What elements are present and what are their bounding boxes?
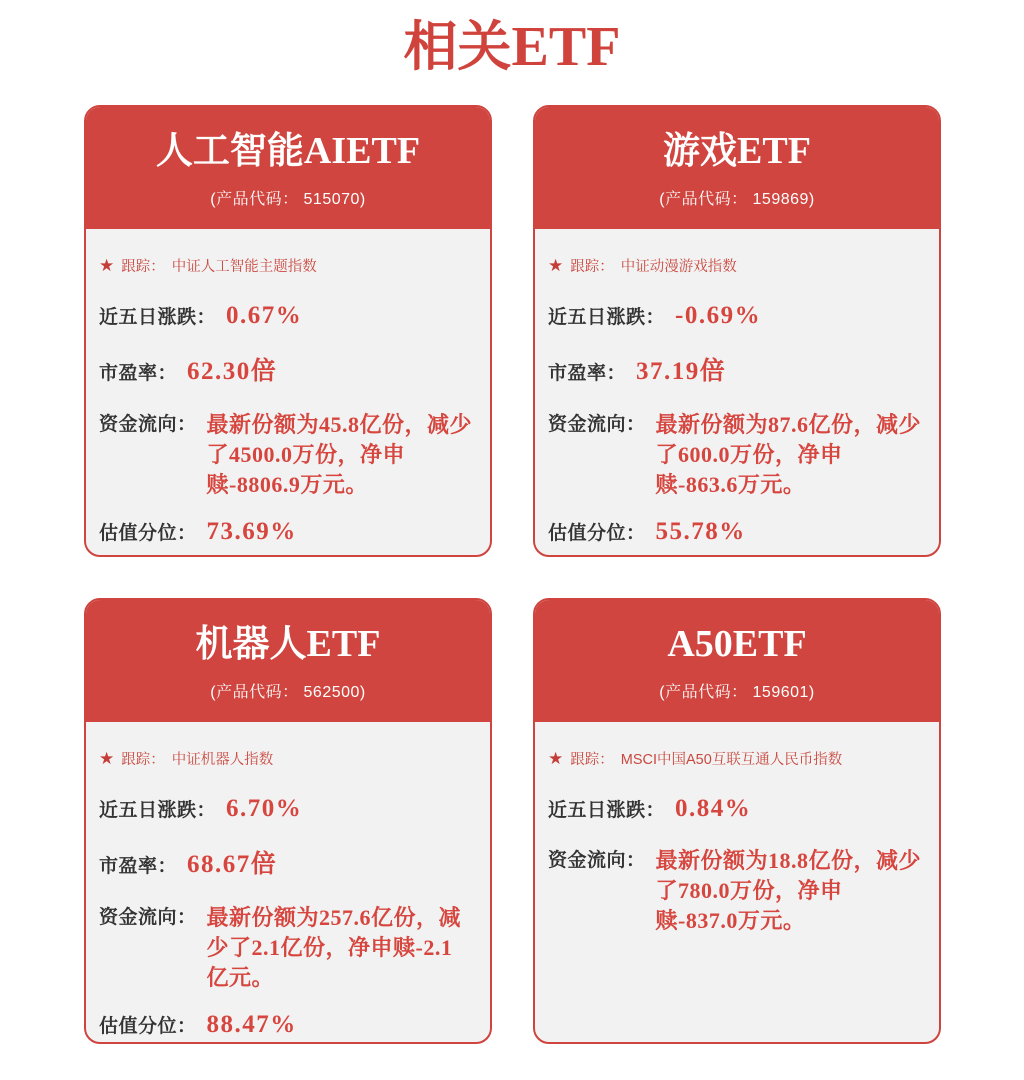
page-title-zh: 相关 (403, 17, 512, 77)
etf-name-latin: A50ETF (667, 623, 807, 666)
valuation-percentile-row (99, 1011, 474, 1039)
five-day-change-row (548, 795, 923, 823)
fund-flow-label: 资金流向： (99, 414, 197, 436)
star-icon: ★ (548, 256, 564, 276)
five-day-change-value: -0.69% (675, 302, 762, 330)
star-icon: ★ (548, 749, 564, 769)
fund-flow-value: 最新份额为45.8亿份，减少了4500.0万份，净申赎-8806.9万元。 (206, 412, 473, 498)
fund-flow-row (99, 903, 474, 993)
etf-name-latin: AIETF (303, 130, 421, 173)
five-day-change-value: 0.84% (675, 795, 752, 823)
card-body (535, 229, 939, 546)
tracking-label: 跟踪： (570, 752, 614, 769)
tracking-row (99, 255, 474, 276)
pe-ratio-label: 市盈率： (99, 363, 178, 385)
etf-name (86, 129, 490, 175)
tracking-row (548, 748, 923, 769)
tracking-row (99, 748, 474, 769)
tracking-label: 跟踪： (121, 259, 165, 276)
tracking-row (548, 255, 923, 276)
card-header (86, 107, 490, 229)
card-header (535, 600, 939, 722)
etf-name (535, 129, 939, 175)
five-day-change-row (548, 302, 923, 330)
pe-ratio-label: 市盈率： (99, 856, 178, 878)
valuation-percentile-value: 88.47% (206, 1011, 297, 1039)
page-title (0, 0, 1024, 81)
fund-flow-value: 最新份额为18.8亿份，减少了780.0万份，净申赎-837.0万元。 (655, 848, 922, 934)
pe-ratio-row (99, 844, 474, 880)
pe-ratio-value: 68.67倍 (187, 851, 278, 879)
valuation-percentile-label: 估值分位： (99, 1016, 197, 1038)
product-code: (产品代码： 562500) (210, 683, 366, 701)
fund-flow-row (99, 410, 474, 500)
pe-ratio-row (548, 351, 923, 387)
tracking-index-name: 中证人工智能主题指数 (171, 259, 317, 276)
five-day-change-row (99, 795, 474, 823)
product-code: (产品代码： 159869) (659, 190, 815, 208)
fund-flow-label: 资金流向： (548, 414, 646, 436)
product-code: (产品代码： 515070) (210, 190, 366, 208)
five-day-change-value: 0.67% (226, 302, 303, 330)
etf-name-latin: ETF (737, 130, 811, 173)
valuation-percentile-value: 73.69% (206, 518, 297, 546)
five-day-change-row (99, 302, 474, 330)
etf-name-latin: ETF (306, 623, 381, 666)
valuation-percentile-value: 55.78% (655, 518, 746, 546)
five-day-change-label: 近五日涨跌： (548, 800, 666, 822)
pe-ratio-value: 62.30倍 (187, 358, 278, 386)
fund-flow-row (548, 410, 923, 500)
etf-name (86, 622, 490, 668)
fund-flow-value: 最新份额为87.6亿份，减少了600.0万份，净申赎-863.6万元。 (655, 412, 922, 498)
etf-name-zh: 游戏 (663, 130, 738, 172)
star-icon: ★ (99, 749, 115, 769)
etf-card-grid (84, 105, 1024, 1044)
five-day-change-label: 近五日涨跌： (99, 800, 217, 822)
tracking-index-name: 中证动漫游戏指数 (620, 259, 737, 276)
five-day-change-value: 6.70% (226, 795, 303, 823)
card-header (535, 107, 939, 229)
tracking-label: 跟踪： (121, 752, 165, 769)
etf-card-robot (84, 598, 492, 1044)
card-body (86, 229, 490, 546)
etf-name (535, 622, 939, 668)
valuation-percentile-label: 估值分位： (99, 523, 197, 545)
tracking-label: 跟踪： (570, 259, 614, 276)
etf-card-a50 (533, 598, 941, 1044)
valuation-percentile-label: 估值分位： (548, 523, 646, 545)
fund-flow-value: 最新份额为257.6亿份，减少了2.1亿份，净申赎-2.1亿元。 (206, 905, 462, 991)
valuation-percentile-row (548, 518, 923, 546)
fund-flow-row (548, 846, 923, 936)
fund-flow-label: 资金流向： (548, 850, 646, 872)
pe-ratio-row (99, 351, 474, 387)
card-body (86, 722, 490, 1039)
star-icon: ★ (99, 256, 115, 276)
product-code: (产品代码： 159601) (659, 683, 815, 701)
five-day-change-label: 近五日涨跌： (99, 307, 217, 329)
fund-flow-label: 资金流向： (99, 907, 197, 929)
page-title-latin: ETF (511, 16, 621, 78)
etf-name-zh: 机器人 (195, 623, 307, 665)
etf-name-zh: 人工智能 (155, 130, 304, 172)
pe-ratio-label: 市盈率： (548, 363, 627, 385)
tracking-index-name: MSCI中国A50互联互通人民币指数 (620, 752, 843, 769)
etf-card-aietf (84, 105, 492, 557)
card-header (86, 600, 490, 722)
tracking-index-name: 中证机器人指数 (171, 752, 274, 769)
valuation-percentile-row (99, 518, 474, 546)
five-day-change-label: 近五日涨跌： (548, 307, 666, 329)
pe-ratio-value: 37.19倍 (636, 358, 727, 386)
etf-card-game (533, 105, 941, 557)
card-body (535, 722, 939, 936)
